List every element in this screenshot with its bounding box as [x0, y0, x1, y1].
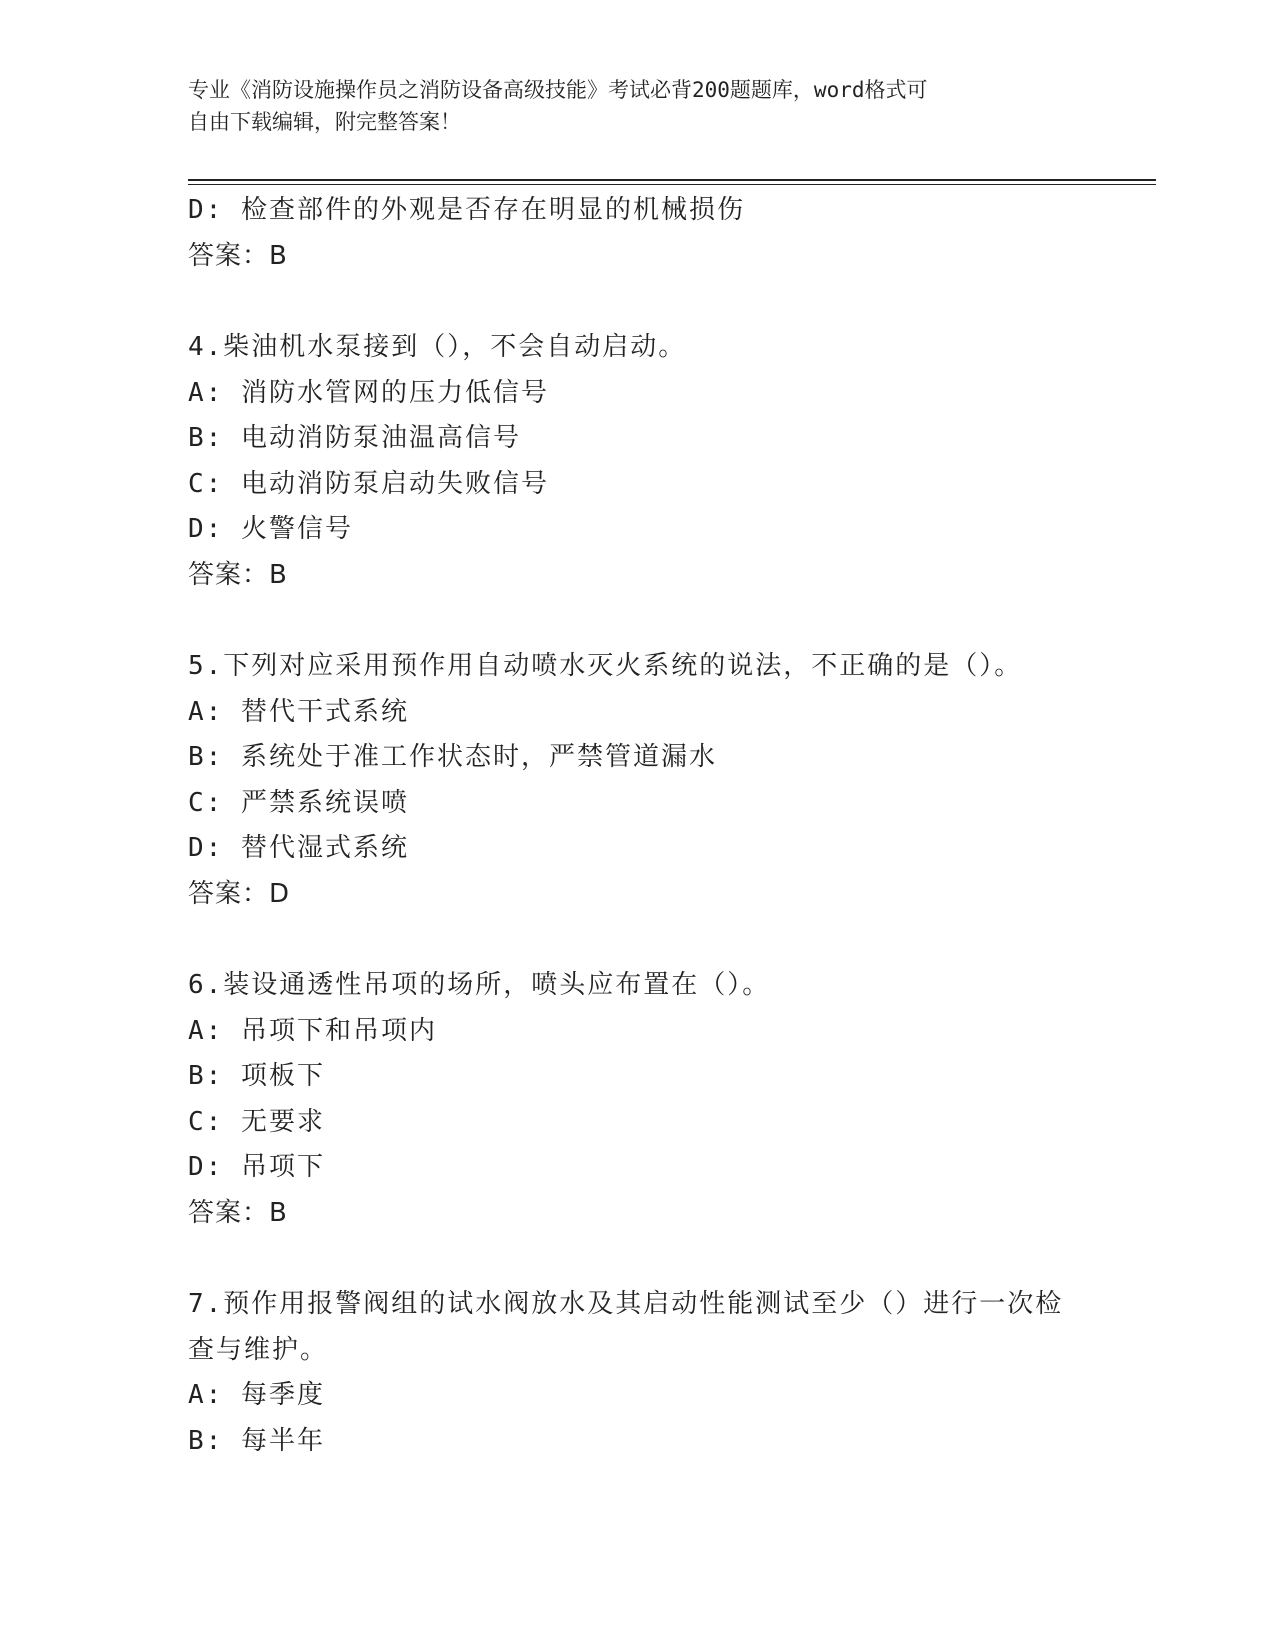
option-a: A: 每季度 [188, 1380, 325, 1410]
header-line-1: 专业《消防设施操作员之消防设备高级技能》考试必背200题题库，word格式可 [188, 78, 928, 102]
option-d: D: 替代湿式系统 [188, 833, 409, 863]
question-5 [188, 644, 1148, 917]
question-list [188, 188, 1148, 1464]
option-c: C: 严禁系统误喷 [188, 787, 409, 818]
question-stem: 5.下列对应采用预作用自动喷水灭火系统的说法，不正确的是（）。 [188, 651, 1023, 681]
answer: 答案：B [188, 240, 288, 271]
answer: 答案：B [188, 1197, 288, 1228]
question-3-tail [188, 188, 1148, 279]
option-b: B: 系统处于准工作状态时，严禁管道漏水 [188, 742, 717, 772]
question-stem: 4.柴油机水泵接到（），不会自动启动。 [188, 332, 687, 362]
answer: 答案：D [188, 878, 291, 909]
option-b: B: 电动消防泵油温高信号 [188, 423, 521, 453]
question-7 [188, 1282, 1148, 1464]
question-stem: 6.装设通透性吊项的场所，喷头应布置在（）。 [188, 970, 771, 1000]
question-6 [188, 963, 1148, 1236]
question-stem: 7.预作用报警阀组的试水阀放水及其启动性能测试至少（）进行一次检查与维护。 [188, 1289, 1064, 1365]
header-line-2: 自由下载编辑，附完整答案！ [188, 110, 461, 134]
answer: 答案：B [188, 559, 288, 590]
option-a: A: 消防水管网的压力低信号 [188, 377, 549, 408]
option-a: A: 替代干式系统 [188, 696, 409, 727]
option-d: D: 火警信号 [188, 514, 353, 544]
option-c: C: 电动消防泵启动失败信号 [188, 468, 549, 499]
option-d: D: 吊项下 [188, 1152, 325, 1182]
option-b: B: 每半年 [188, 1425, 325, 1456]
header-divider [188, 179, 1156, 181]
question-4 [188, 325, 1148, 598]
document-header [188, 74, 1088, 138]
option-b: B: 项板下 [188, 1061, 325, 1091]
option-c: C: 无要求 [188, 1106, 325, 1137]
option-d: D: 检查部件的外观是否存在明显的机械损伤 [188, 195, 745, 225]
option-a: A: 吊项下和吊项内 [188, 1015, 437, 1046]
header-divider-thin [188, 184, 1156, 185]
